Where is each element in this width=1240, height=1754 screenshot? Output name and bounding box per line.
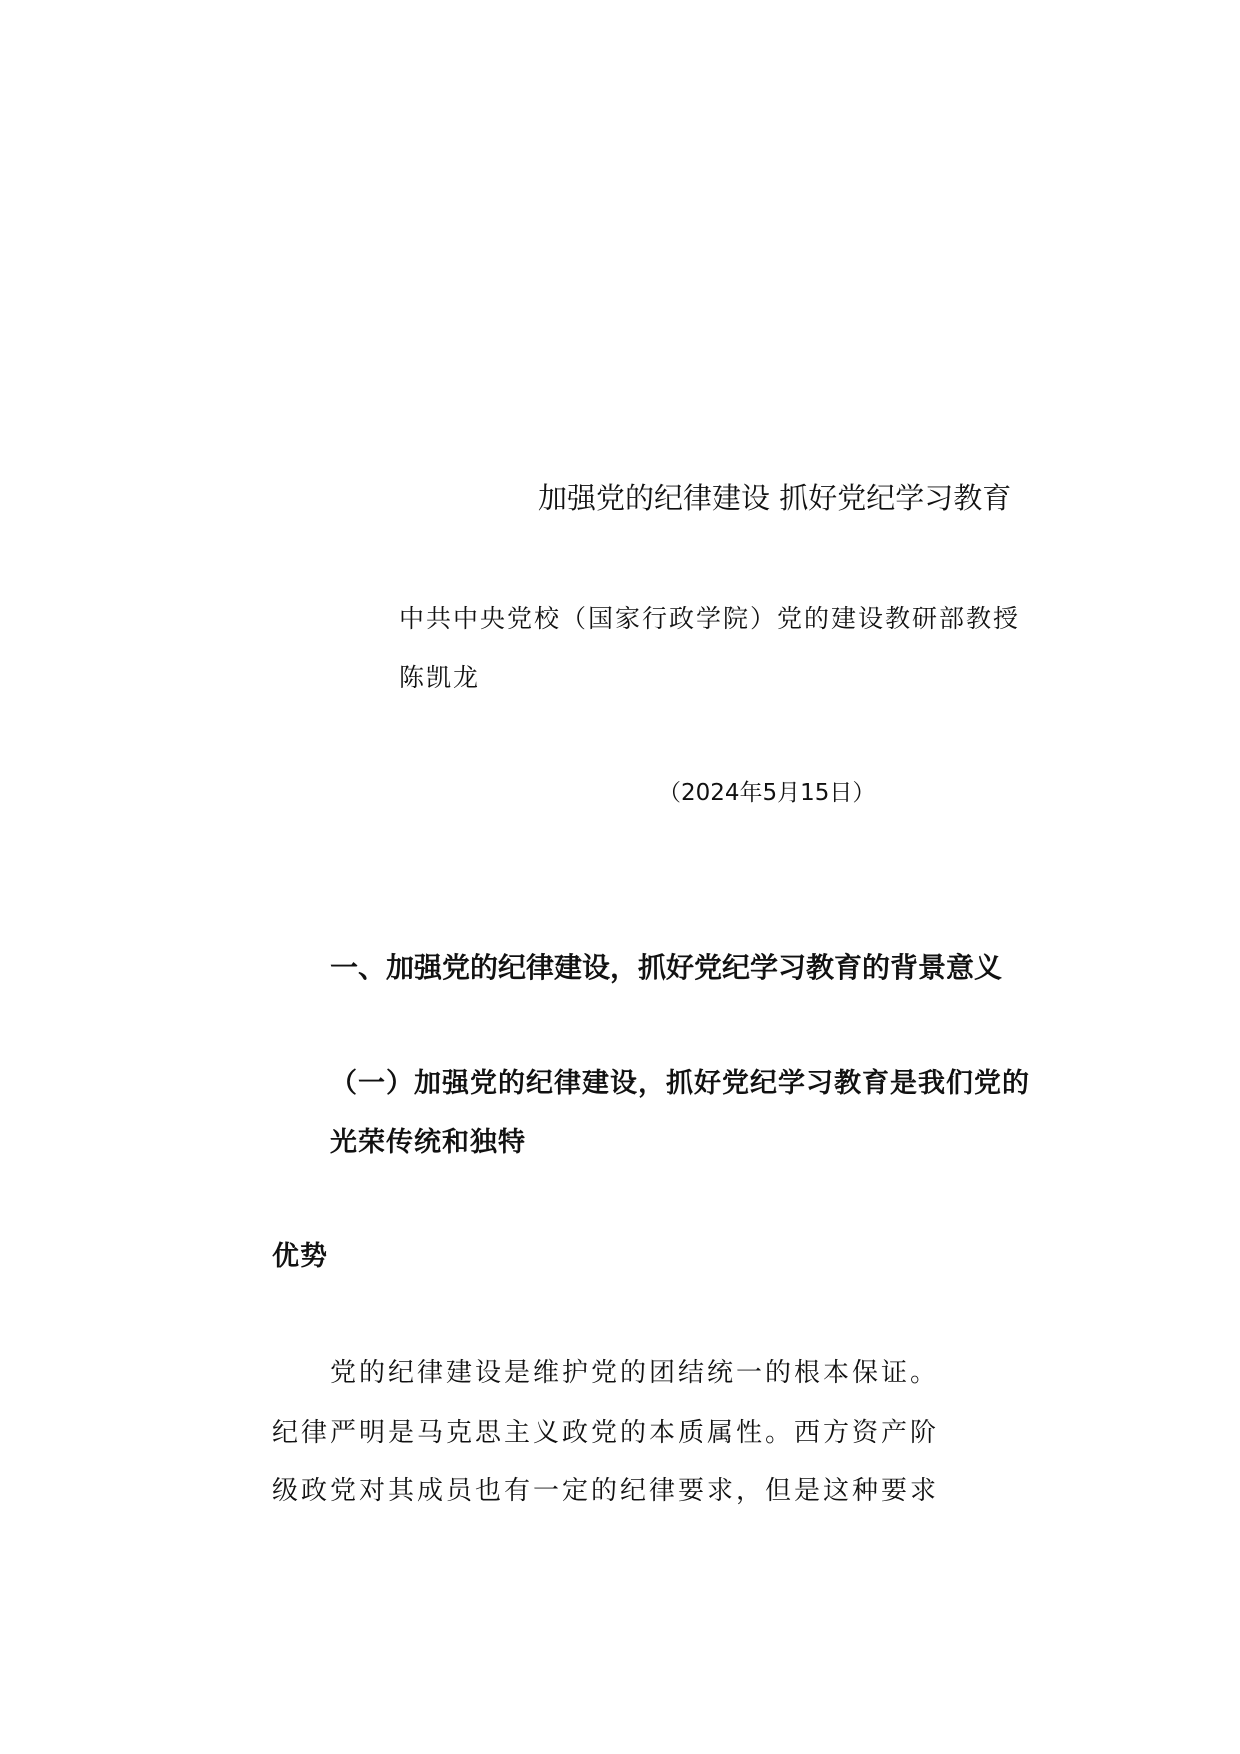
section-heading: 一、加强党的纪律建设，抓好党纪学习教育的背景意义 bbox=[330, 951, 1003, 984]
document-date: （2024年5月15日） bbox=[658, 780, 876, 806]
author-name: 陈凯龙 bbox=[399, 663, 481, 692]
subsection-heading-line: 优势 bbox=[272, 1241, 328, 1272]
body-paragraph-line: 纪律严明是马克思主义政党的本质属性。西方资产阶 bbox=[272, 1418, 940, 1448]
body-paragraph-line: 党的纪律建设是维护党的团结统一的根本保证。 bbox=[330, 1358, 940, 1388]
subsection-heading-line: （一）加强党的纪律建设，抓好党纪学习教育是我们党的 bbox=[330, 1068, 1030, 1099]
body-paragraph-line: 级政党对其成员也有一定的纪律要求，但是这种要求 bbox=[272, 1476, 940, 1506]
author-affiliation: 中共中央党校（国家行政学院）党的建设教研部教授 bbox=[399, 604, 1021, 633]
subsection-heading-line: 光荣传统和独特 bbox=[330, 1127, 526, 1158]
document-title: 加强党的纪律建设 抓好党纪学习教育 bbox=[538, 481, 1012, 515]
